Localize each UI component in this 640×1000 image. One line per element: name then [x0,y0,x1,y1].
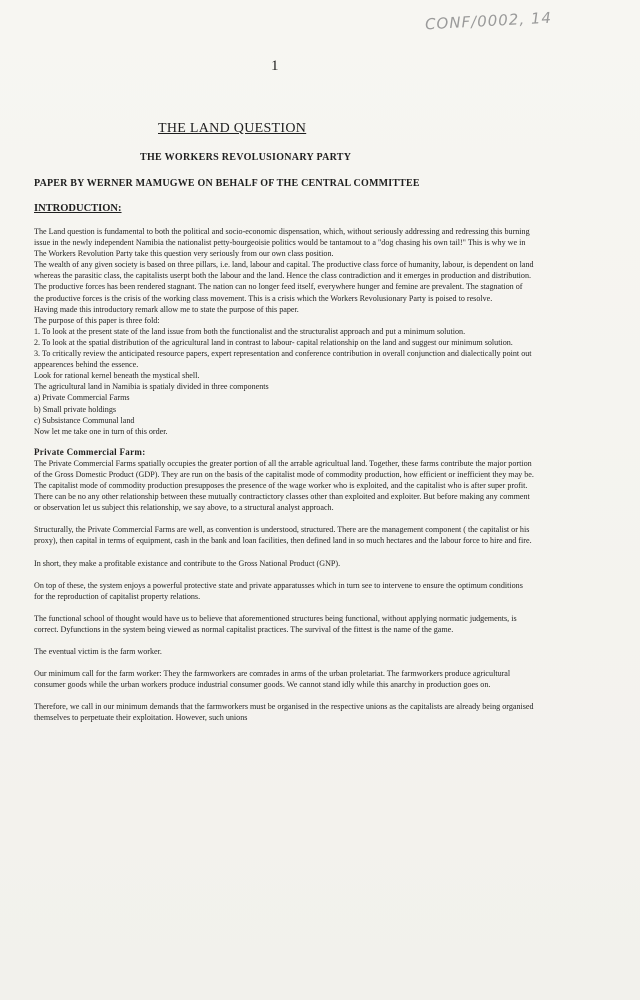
document-subtitle: THE WORKERS REVOLUSIONARY PARTY [140,152,352,163]
intro-list-item: 1. To look at the present state of the land issue from both the functionalist and the structuralist approach and put a minimum solution. [34,326,466,336]
intro-paragraph: Having made this introductory remark allow me to state the purpose of this paper. [34,304,299,314]
intro-list-item: 3. To critically review the anticipated resource papers, expert representation and conference contribution in overall conjunction and dialectically point out appearences behind the essence. [34,349,532,370]
component-list-item: b) Small private holdings [34,404,117,414]
document-title: THE LAND QUESTION [158,121,307,136]
section-paragraph: Therefore, we call in our minimum demands that the farmworkers must be organised in the respective unions as the capitalists are already being organised themselves to perpetuate their exploitation. However, such unions [34,702,534,723]
intro-paragraph: The agricultural land in Namibia is spatialy divided in three components [34,382,269,392]
section-paragraph: Structurally, the Private Commercial Farms are well, as convention is understood, structured. There are the management component ( the capitalist or his proxy), then capital in terms of equipment, cash in the bank and loan facilities, then defined land in so much hectares and the labour force to hire and fire. [34,525,532,546]
section-heading: Private Commercial Farm: [34,446,146,457]
handwritten-reference: CONF/0002, 14 [424,8,553,34]
section-paragraph: On top of these, the system enjoys a powerful protective state and private apparatusses which in turn see to intervene to ensure the optimum conditions for the reproduction of capitalist property relations. [34,580,523,601]
intro-paragraph: The Land question is fundamental to both the political and socio-economic dispensation, which, without seriously addressing and redressing this burning issue in the newly independent Namibia the nationalist petty-bourgeoisie politics would be tantamout to a "dog chasing his own tail!" This is why we in The Workers Revolution Party take this question very seriously from our own class position. [34,227,530,259]
component-list-item: a) Private Commercial Farms [34,393,130,403]
section-lead-paragraph: The Private Commercial Farms spatially occupies the greater portion of all the arrable agricultual land. Together, these farms contribute the major portion of the Gross Domestic Product (GDP). They are run on the basis of the capitalist mode of commodity production, how efficient or inefficient they may be. The capitalist mode of commodity production presupposes the presence of the wage worker who is exploited, and the capitalist who is after super profit. There can be no any other relationship between these mutually contractictory classes other than exploited and exploiter. But before making any comment or observation let us subject this relationship, we say above, to a structural analyst approach. [34,458,534,513]
section-paragraph: The eventual victim is the farm worker. [34,647,162,656]
component-list-item: c) Subsistance Communal land [34,415,135,425]
intro-list-item: 2. To look at the spatial distribution of the agricultural land in contrast to labour- capital relationship on the land and suggest our minimum solution. [34,337,513,347]
page-number: 1 [271,58,279,74]
section-paragraph: In short, they make a profitable existance and contribute to the Gross National Product (GNP). [34,558,341,568]
intro-paragraph: The wealth of any given society is based on three pillars, i.e. land, labour and capital. The productive class force of humanity, labour, is dependent on land whereas the parasitic class, the capitalists userpt both the labour and the land. Hence the class contradiction and it emerges in production and distribution. The productive forces has been rendered stagnant. The nation can no longer feed itself, everywhere hunger and femine are prevalent. The stagnation of the productive forces is the crisis of the working class movement. This is a crisis which the Workers Revolusionary Party is poised to resolve. [34,260,534,303]
author-byline: PAPER BY WERNER MAMUGWE ON BEHALF OF THE CENTRAL COMMITTEE [34,178,420,189]
document-body [34,226,534,723]
intro-paragraph: The purpose of this paper is three fold: [34,315,160,325]
intro-paragraph: Now let me take one in turn of this order. [34,426,168,436]
introduction-heading: INTRODUCTION: [34,203,122,214]
section-paragraph: Our minimum call for the farm worker: They the farmworkers are comrades in arms of the urban proletariat. The farmworkers produce agricultural consumer goods while the urban workers produce industrial consumer goods. We cannot stand idly while this anarchy in production goes on. [34,669,511,690]
intro-paragraph: Look for rational kernel beneath the mystical shell. [34,371,200,381]
section-paragraph: The functional school of thought would have us to believe that aforementioned structures being functional, without applying normatic judgements, is correct. Dyfunctions in the system being viewed as normal capitalist practices. The survival of the fittest is the name of the game. [34,613,517,634]
